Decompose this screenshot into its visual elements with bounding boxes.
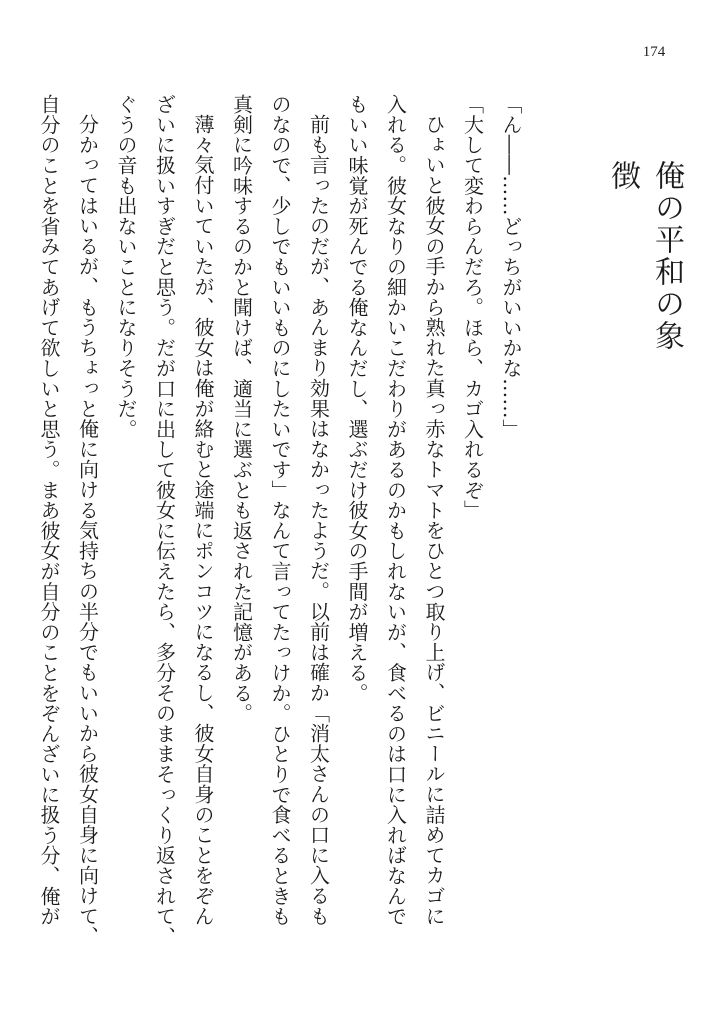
text-line: 「大して変わらんだろ。ほら、カゴ入れるぞ」: [460, 94, 485, 521]
text-line: 前も言ったのだが、あんまり効果はなかったようだ。以前は確か「消太さんの口に入るも: [306, 114, 331, 926]
page-number: 174: [642, 44, 666, 60]
chapter-title: 俺の平和の象徴: [605, 160, 684, 352]
text-line: 薄々気付いていたが、彼女は俺が絡むと途端にポンコツになるし、彼女自身のことをぞん: [191, 114, 215, 926]
text-line: 自分のことを省みてあげて欲しいと思う。まあ彼女が自分のことをぞんざいに扱う分、俺が: [37, 94, 61, 927]
text-line: ぐうの音も出ないことになりそうだ。: [114, 94, 138, 440]
text-line: ざいに扱いすぎだと思う。だが口に出して彼女に伝えたら、多分そのままそっくり返されて、: [152, 94, 177, 947]
body-text: [30, 94, 531, 994]
text-line: 分かってはいるが、もうちょっと俺に向ける気持ちの半分でもいいから彼女自身に向けて、: [75, 114, 100, 947]
text-line: ひょいと彼女の手から熟れた真っ赤なトマトをひとつ取り上げ、ビニールに詰めてカゴに: [422, 114, 446, 926]
text-line: もいい味覚が死んでる俺なんだし、選ぶだけ彼女の手間が増える。: [345, 94, 369, 703]
text-line: 真剣に吟味するのかと聞けば、適当に選ぶとも返された記憶がある。: [229, 94, 254, 724]
text-line: 入れる。彼女なりの細かいこだわりがあるのかもしれないが、食べるのは口に入ればなんで: [383, 94, 408, 927]
text-line: のなので、少しでもいいものにしたいです」なんて言ってたっけか。ひとりで食べるときも: [268, 94, 292, 927]
text-line: 「ん――……どっちがいいかな……」: [499, 94, 523, 440]
